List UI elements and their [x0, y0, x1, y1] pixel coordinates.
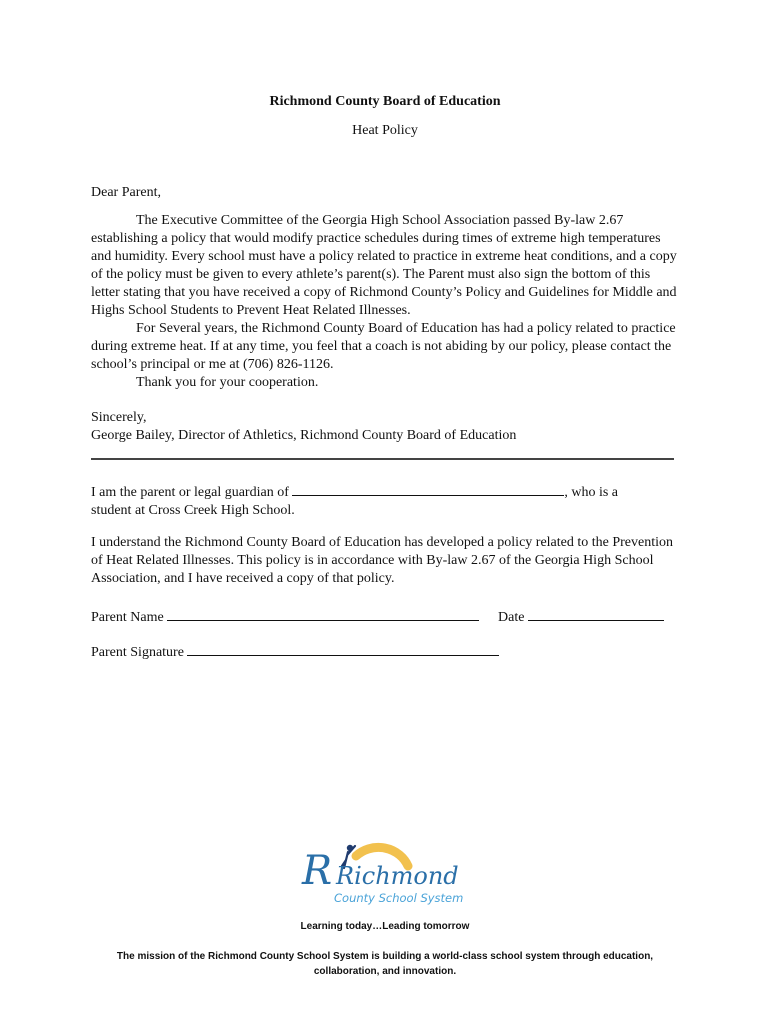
parent-signature-row	[91, 641, 499, 661]
closing-signer: George Bailey, Director of Athletics, Richmond County Board of Education	[91, 428, 517, 443]
parent-name-field[interactable]	[167, 606, 479, 621]
understanding-statement: I understand the Richmond County Board of Education has developed a policy related to the Prevention of Heat Related Illnesses. This policy is in accordance with By-law 2.67 of the Georgia High School Association, and I have received a copy of that policy.	[91, 535, 674, 586]
student-name-field[interactable]	[292, 481, 564, 496]
guardian-statement	[91, 481, 681, 520]
logo-sub-text: County School System	[334, 891, 464, 905]
letter-paragraph-2: For Several years, the Richmond County Board of Education has had a policy related to practice during extreme heat. If at any time, you feel that a coach is not abiding by our policy, please contact the school’s principal or me at (706) 826-1126.	[91, 321, 676, 372]
letter-paragraph-1: The Executive Committee of the Georgia High School Association passed By-law 2.67 establishing a policy that would modify practice schedules during times of extreme high temperatures and humidity. Every school must have a policy related to practice in extreme heat conditions, and a copy of the policy must be given to every athlete’s parent(s). The Parent must also sign the bottom of this letter stating that you have received a copy of Richmond County’s Policy and Guidelines for Middle and Highs School Students to Prevent Heat Related Illnesses.	[91, 213, 677, 318]
richmond-logo	[298, 826, 470, 912]
date-row	[498, 606, 664, 626]
parent-signature-label: Parent Signature	[91, 645, 184, 660]
divider-rule	[91, 458, 674, 460]
document-title: Richmond County Board of Education	[269, 94, 501, 109]
document-subtitle: Heat Policy	[352, 123, 418, 138]
closing-salutation: Sincerely,	[91, 410, 147, 425]
letter-closing	[91, 409, 681, 445]
date-label: Date	[498, 610, 525, 625]
logo-initial: R	[302, 848, 333, 894]
footer-tagline: Learning today…Leading tomorrow	[300, 921, 470, 932]
guardian-suffix: , who is a	[564, 485, 619, 500]
parent-name-label: Parent Name	[91, 610, 164, 625]
parent-signature-field[interactable]	[187, 641, 499, 656]
letter-body	[91, 212, 681, 392]
guardian-prefix: I am the parent or legal guardian of	[91, 485, 289, 500]
logo-main-text: Richmond	[336, 862, 459, 890]
letter-greeting: Dear Parent,	[91, 185, 161, 200]
parent-name-row	[91, 606, 479, 626]
date-field[interactable]	[528, 606, 664, 621]
footer-mission: The mission of the Richmond County School System is building a world-class school system through education, collaboration, and innovation.	[116, 951, 654, 977]
letter-paragraph-3: Thank you for your cooperation.	[136, 375, 319, 390]
guardian-line-2: student at Cross Creek High School.	[91, 503, 295, 518]
